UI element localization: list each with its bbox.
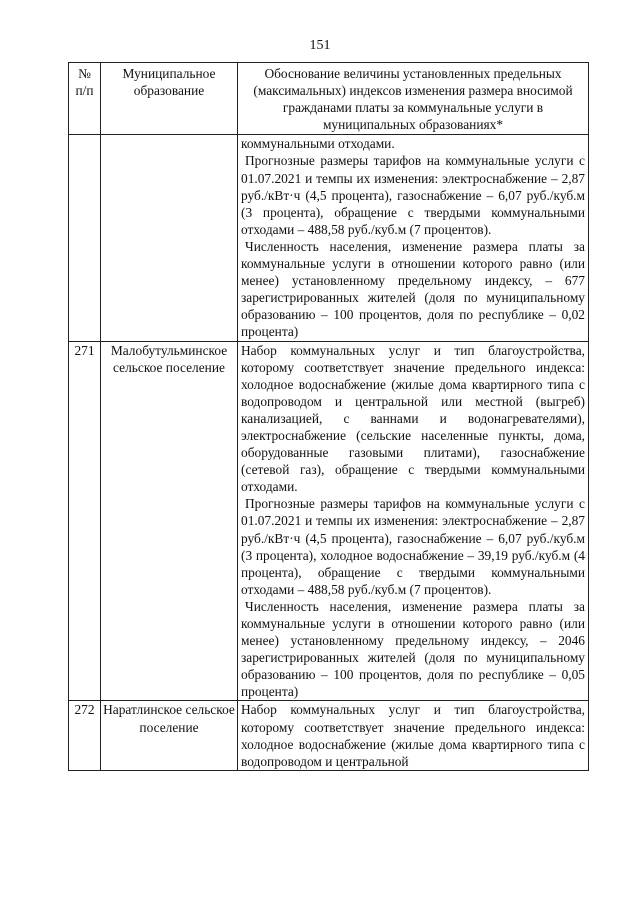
table-row xyxy=(69,701,589,770)
header-justification: Обоснование величины установленных предельных (максимальных) индексов изменения размера вносимой гражданами платы за коммунальные услуги в муниципальных образованиях* xyxy=(238,63,589,135)
header-number: № п/п xyxy=(69,63,101,135)
paragraph: Набор коммунальных услуг и тип благоустройства, которому соответствует значение предельного индекса: холодное водоснабжение (жилые дома квартирного типа с водопроводом и центральной xyxy=(241,702,585,769)
table-row xyxy=(69,135,589,341)
row-number xyxy=(69,135,101,341)
row-justification xyxy=(238,135,589,341)
row-municipality: Наратлинское сельское поселение xyxy=(101,701,238,770)
paragraph: коммунальными отходами. xyxy=(241,136,395,152)
row-number: 271 xyxy=(69,341,101,701)
paragraph: Численность населения, изменение размера платы за коммунальные услуги в отношении которого равно (или менее) установленному предельному индексу, – 677 зарегистрированных жителей (доля по муниципальному образованию – 100 процентов, доля по республике – 0,02 процента) xyxy=(241,238,585,340)
paragraph: Набор коммунальных услуг и тип благоустройства, которому соответствует значение предельного индекса: холодное водоснабжение (жилые дома квартирного типа с водопроводом и центральной или местной (выгреб) канализацией, с ваннами и водонагревателями), электроснабжение (сельские населенные пункты, дома, оборудованные газовыми плитами), газоснабжение (сетевой газ), обращение с твердыми коммунальными отходами. xyxy=(241,342,585,495)
table-header-row xyxy=(69,63,589,135)
row-number: 272 xyxy=(69,701,101,770)
row-municipality xyxy=(101,135,238,341)
page-number: 151 xyxy=(309,38,331,53)
tariff-index-table xyxy=(68,62,589,771)
paragraph: Прогнозные размеры тарифов на коммунальные услуги с 01.07.2021 и темпы их изменения: электроснабжение – 2,87 руб./кВт·ч (4,5 процента), газоснабжение – 6,07 руб./куб.м (3 процента), холодное водоснабжение – 39,19 руб./куб.м (4 процента), обращение с твердыми коммунальными отходами – 488,58 руб./куб.м (7 процентов). xyxy=(241,496,585,597)
table-row xyxy=(69,341,589,701)
row-municipality: Малобутульминское сельское поселение xyxy=(101,341,238,701)
row-justification xyxy=(238,701,589,770)
row-justification xyxy=(238,341,589,701)
header-municipality: Муниципальное образование xyxy=(101,63,238,135)
paragraph: Прогнозные размеры тарифов на коммунальные услуги с 01.07.2021 и темпы их изменения: электроснабжение – 2,87 руб./кВт·ч (4,5 процента), газоснабжение – 6,07 руб./куб.м (3 процента), обращение с твердыми коммунальными отходами – 488,58 руб./куб.м (7 процентов). xyxy=(241,153,585,237)
paragraph: Численность населения, изменение размера платы за коммунальные услуги в отношении которого равно (или менее) установленному предельному индексу, – 2046 зарегистрированных жителей (доля по муниципальному образованию – 100 процентов, доля по республике – 0,05 процента) xyxy=(241,598,585,700)
